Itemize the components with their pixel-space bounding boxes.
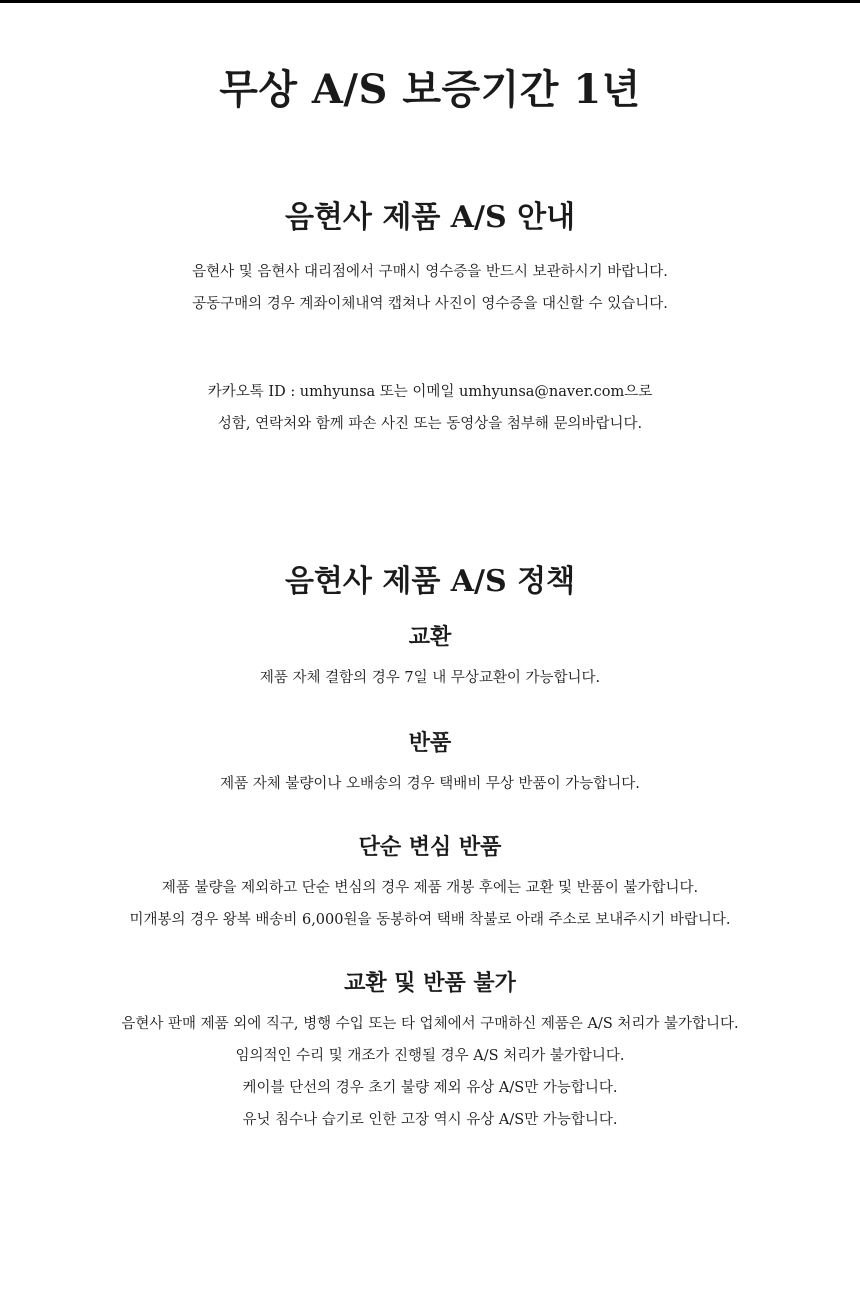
no-return-heading: 교환 및 반품 불가 (344, 970, 516, 996)
return-heading: 반품 (408, 730, 452, 756)
receipt-notice-line: 음현사 및 음현사 대리점에서 구매시 영수증을 반드시 보관하시기 바랍니다. (192, 264, 668, 280)
as-policy-heading: 음현사 제품 A/S 정책 (284, 564, 576, 599)
exchange-heading: 교환 (408, 624, 452, 650)
contact-notice-line: 성함, 연락처와 함께 파손 사진 또는 동영상을 첨부해 문의바랍니다. (217, 416, 643, 432)
return-line: 제품 자체 불량이나 오배송의 경우 택배비 무상 반품이 가능합니다. (220, 776, 640, 792)
simple-change-text (0, 872, 860, 936)
return-text (0, 768, 860, 800)
exchange-line: 제품 자체 결함의 경우 7일 내 무상교환이 가능합니다. (259, 670, 601, 686)
no-return-line: 음현사 판매 제품 외에 직구, 병행 수입 또는 타 업체에서 구매하신 제품은 A/S 처리가 불가합니다. (121, 1016, 739, 1032)
receipt-notice-line: 공동구매의 경우 계좌이체내역 캡쳐나 사진이 영수증을 대신할 수 있습니다. (192, 296, 668, 312)
simple-change-line: 미개봉의 경우 왕복 배송비 6,000원을 동봉하여 택배 착불로 아래 주소로 보내주시기 바랍니다. (129, 912, 731, 928)
no-return-line: 임의적인 수리 및 개조가 진행될 경우 A/S 처리가 불가합니다. (235, 1048, 625, 1064)
page-title: 무상 A/S 보증기간 1년 (219, 66, 641, 113)
as-guide-heading: 음현사 제품 A/S 안내 (284, 200, 576, 235)
receipt-notice (0, 256, 860, 320)
no-return-text (0, 1008, 860, 1136)
exchange-text (0, 662, 860, 694)
contact-notice (0, 376, 860, 440)
simple-change-heading: 단순 변심 반품 (358, 834, 502, 860)
no-return-line: 유닛 침수나 습기로 인한 고장 역시 유상 A/S만 가능합니다. (242, 1112, 618, 1128)
top-border (0, 0, 860, 3)
contact-notice-line: 카카오톡 ID : umhyunsa 또는 이메일 umhyunsa@naver.com으로 (207, 384, 653, 400)
no-return-line: 케이블 단선의 경우 초기 불량 제외 유상 A/S만 가능합니다. (242, 1080, 618, 1096)
simple-change-line: 제품 불량을 제외하고 단순 변심의 경우 제품 개봉 후에는 교환 및 반품이 불가합니다. (161, 880, 699, 896)
